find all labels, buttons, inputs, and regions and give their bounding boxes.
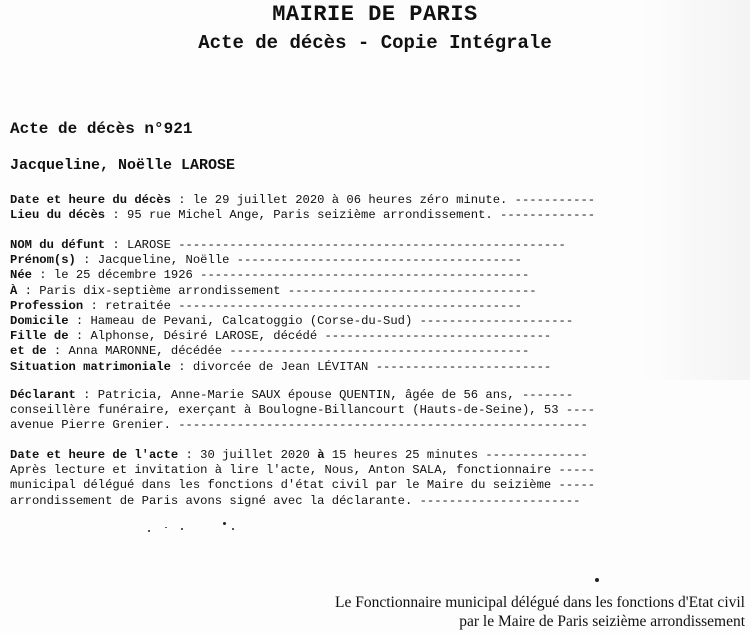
acte-date-line	[10, 448, 640, 463]
defunt-etde-value: : Anna MARONNE, décédée -----------------------------------------	[46, 344, 530, 359]
defunt-profession-value: : retraitée -----------------------------------------------	[83, 298, 522, 313]
declarant-label: Déclarant	[10, 388, 76, 402]
declarant-section	[10, 388, 640, 434]
scan-speck	[165, 527, 167, 528]
defunt-nom-value: : LAROSE -----------------------------------------------------	[105, 238, 566, 252]
scan-speck	[223, 522, 226, 525]
defunt-etde-label: et de	[10, 344, 47, 359]
death-section	[10, 193, 640, 223]
defunt-situation-line	[10, 360, 640, 375]
defunt-a-value: : Paris dix-septième arrondissement ----------------------------------	[17, 283, 537, 298]
defunt-domicile-line	[10, 314, 640, 329]
acte-date-value-a: : 30 juillet 2020	[178, 448, 318, 462]
scan-shadow	[640, 0, 750, 380]
defunt-nee-line	[10, 268, 640, 283]
page-subtitle: Acte de décès - Copie Intégrale	[198, 32, 552, 54]
scan-speck	[595, 578, 599, 582]
acte-date-value-bold: à	[317, 448, 325, 462]
defunt-nee-value: : le 25 décembre 1926 ---------------------------------------------	[31, 268, 530, 283]
acte-line-3: municipal délégué dans les fonctions d'état civil par le Maire du seizième -----	[10, 478, 596, 493]
defunt-nee-label: Née	[10, 268, 32, 283]
defunt-nom-line	[10, 238, 640, 253]
declarant-line-2: conseillère funéraire, exerçant à Boulogne-Billancourt (Hauts-de-Seine), 53 ----	[10, 403, 596, 418]
defunt-domicile-label: Domicile	[10, 313, 69, 328]
acte-line-2: Après lecture et invitation à lire l'acte, Nous, Anton SALA, fonctionnaire -----	[10, 463, 596, 478]
defunt-a-line	[10, 284, 640, 299]
defunt-situation-value: : divorcée de Jean LÉVITAN ------------------------	[170, 359, 552, 374]
defunt-a-label: À	[10, 283, 18, 298]
signature-line-1: Le Fonctionnaire municipal délégué dans les fonctions d'Etat civil	[335, 594, 745, 611]
death-date-value: : le 29 juillet 2020 à 06 heures zéro minute. -----------	[170, 193, 596, 207]
defunt-prenom-label: Prénom(s)	[10, 253, 76, 268]
death-place-label: Lieu du décès	[10, 208, 106, 223]
defunt-domicile-value: : Hameau de Pevani, Calcatoggio (Corse-du-Sud) ---------------------	[68, 313, 574, 328]
acte-date-value-b: 15 heures 25 minutes --------------	[324, 448, 588, 462]
death-date-label: Date et heure du décès	[10, 193, 171, 207]
defunt-nom-label: NOM du défunt	[10, 238, 106, 252]
acte-date-label: Date et heure de l'acte	[10, 448, 179, 462]
declarant-line-3: avenue Pierre Grenier. --------------------------------------------------------	[10, 418, 588, 433]
death-place-value: : 95 rue Michel Ange, Paris seizième arrondissement. -------------	[105, 208, 596, 223]
defunt-situation-label: Situation matrimoniale	[10, 359, 171, 374]
defunt-etde-line	[10, 344, 640, 359]
defunt-profession-label: Profession	[10, 298, 84, 313]
acte-section	[10, 448, 640, 509]
scan-speck	[232, 528, 234, 530]
declarant-line-1	[10, 388, 640, 403]
defunt-profession-line	[10, 299, 640, 314]
defunt-section	[10, 238, 640, 375]
death-place-line	[10, 208, 640, 223]
declarant-value-1: : Patricia, Anne-Marie SAUX épouse QUENTIN, âgée de 56 ans, -------	[75, 388, 574, 402]
scan-speck	[181, 528, 183, 530]
defunt-prenom-value: : Jacqueline, Noëlle ---------------------------------------	[75, 253, 522, 268]
defunt-prenom-line	[10, 253, 640, 268]
page-title: MAIRIE DE PARIS	[272, 2, 478, 27]
acte-number: Acte de décès n°921	[10, 120, 193, 138]
signature-line-2: par le Maire de Paris seizième arrondissement	[459, 613, 745, 630]
person-name: Jacqueline, Noëlle LAROSE	[10, 157, 236, 174]
defunt-fille-line	[10, 329, 640, 344]
scan-speck	[148, 530, 150, 532]
acte-line-4: arrondissement de Paris avons signé avec la déclarante. ----------------------	[10, 493, 581, 508]
death-date-line	[10, 193, 640, 208]
defunt-fille-value: : Alphonse, Désiré LAROSE, décédé -------------------------------	[68, 329, 552, 344]
defunt-fille-label: Fille de	[10, 329, 69, 344]
